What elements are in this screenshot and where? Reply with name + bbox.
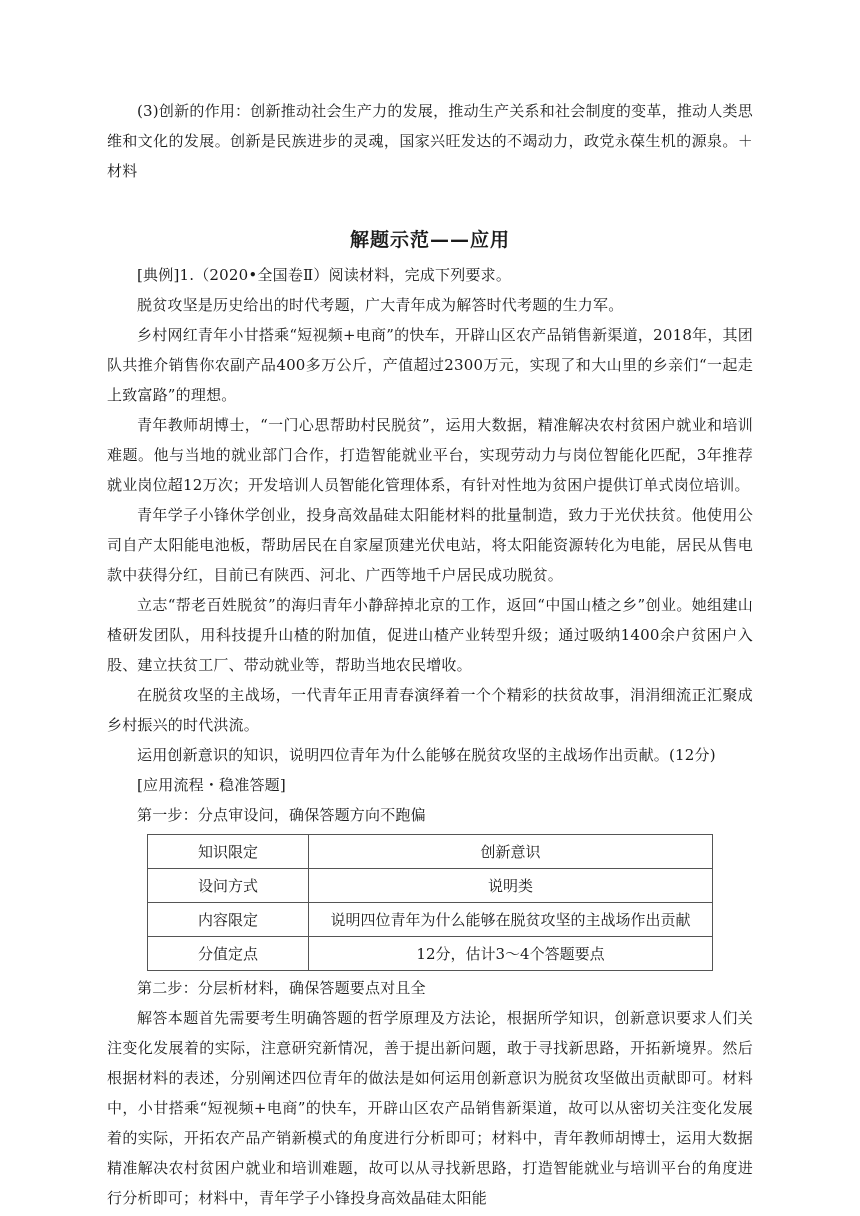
example-header: [典例]1.（2020•全国卷Ⅱ）阅读材料，完成下列要求。 [137, 266, 512, 284]
section-title: 解题示范——应用 [349, 229, 510, 251]
analysis-paragraph: 解答本题首先需要考生明确答题的哲学原理及方法论，根据所学知识，创新意识要求人们关注变化发展着的实际，注意研究新情况，善于提出新问题，敢于寻找新思路，开拓新境界。然后根据材料的表述，分别阐述四位青年的做法是如何运用创新意识为脱贫攻坚做出贡献即可。材料中，小甘搭乘“短视频+电商”的快车，开辟山区农产品销售新渠道，故可以从密切关注变化发展着的实际，开拓农产品产销新模式的角度进行分析即可；材料中，青年教师胡博士，运用大数据精准解决农村贫困户就业和培训难题，故可以从寻找新思路，打造智能就业与培训平台的角度进行分析即可；材料中，青年学子小锋投身高效晶硅太阳能 [107, 1009, 753, 1207]
question-text: 运用创新意识的知识，说明四位青年为什么能够在脱贫攻坚的主战场作出贡献。(12分) [137, 746, 716, 764]
table-row [148, 835, 713, 869]
table-row [148, 869, 713, 903]
material-paragraph: 立志“帮老百姓脱贫”的海归青年小静辞掉北京的工作，返回“中国山楂之乡”创业。她组建山楂研发团队，用科技提升山楂的附加值，促进山楂产业转型升级；通过吸纳1400余户贫困户入股、建立扶贫工厂、带动就业等，帮助当地农民增收。 [107, 596, 753, 674]
material-paragraph: 在脱贫攻坚的主战场，一代青年正用青春演绎着一个个精彩的扶贫故事，涓涓细流正汇聚成乡村振兴的时代洪流。 [107, 686, 753, 734]
step-two-heading: 第二步：分层析材料，确保答题要点对且全 [137, 979, 426, 997]
material-paragraph: 脱贫攻坚是历史给出的时代考题，广大青年成为解答时代考题的生力军。 [137, 296, 624, 314]
table-value-cell: 创新意识 [309, 835, 713, 869]
flow-header: [应用流程・稳准答题] [137, 776, 286, 794]
document-page [107, 96, 753, 1213]
table-key-cell: 分值定点 [148, 937, 309, 971]
step-one-heading: 第一步：分点审设问，确保答题方向不跑偏 [137, 806, 426, 824]
table-key-cell: 设问方式 [148, 869, 309, 903]
table-value-cell: 说明类 [309, 869, 713, 903]
table-value-cell: 12分，估计3～4个答题要点 [309, 937, 713, 971]
table-row [148, 937, 713, 971]
material-paragraph: 青年教师胡博士，“一门心思帮助村民脱贫”，运用大数据，精准解决农村贫困户就业和培训难题。他与当地的就业部门合作，打造智能就业平台，实现劳动力与岗位智能化匹配，3年推荐就业岗位超12万次；开发培训人员智能化管理体系，有针对性地为贫困户提供订单式岗位培训。 [107, 416, 753, 494]
table-value-cell: 说明四位青年为什么能够在脱贫攻坚的主战场作出贡献 [309, 903, 713, 937]
material-paragraph: 青年学子小锋休学创业，投身高效晶硅太阳能材料的批量制造，致力于光伏扶贫。他使用公司自产太阳能电池板，帮助居民在自家屋顶建光伏电站，将太阳能资源转化为电能，居民从售电款中获得分红，目前已有陕西、河北、广西等地千户居民成功脱贫。 [107, 506, 753, 584]
table-row [148, 903, 713, 937]
table-key-cell: 知识限定 [148, 835, 309, 869]
intro-paragraph: (3)创新的作用：创新推动社会生产力的发展，推动生产关系和社会制度的变革，推动人类思维和文化的发展。创新是民族进步的灵魂，国家兴旺发达的不竭动力，政党永葆生机的源泉。＋材料 [107, 102, 753, 180]
question-analysis-table [147, 834, 713, 971]
table-key-cell: 内容限定 [148, 903, 309, 937]
material-paragraph: 乡村网红青年小甘搭乘“短视频+电商”的快车，开辟山区农产品销售新渠道，2018年，其团队共推介销售你农副产品400多万公斤，产值超过2300万元，实现了和大山里的乡亲们“一起走上致富路”的理想。 [107, 326, 753, 404]
